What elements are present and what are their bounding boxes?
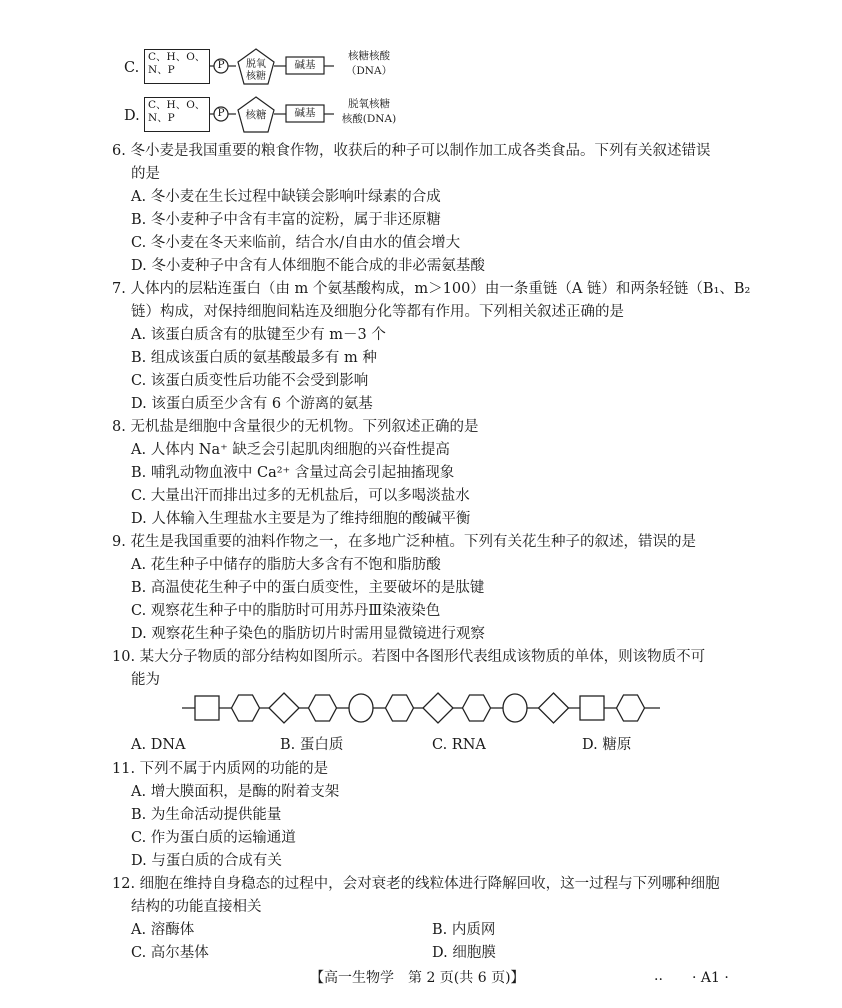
- monomer-circle: [349, 694, 373, 722]
- answer-option-c: C. 大量出汗而排出过多的无机盐后，可以多喝淡盐水: [131, 488, 470, 504]
- answer-option-c: C. RNA: [432, 737, 486, 753]
- answer-option-c: C. 该蛋白质变性后功能不会受到影响: [131, 373, 369, 389]
- question-stem: 6. 冬小麦是我国重要的粮食作物，收获后的种子可以制作加工成各类食品。下列有关叙述错误: [112, 143, 711, 159]
- sugar-label: 核糖: [245, 109, 267, 121]
- question-stem: 链）构成，对保持细胞间粘连及细胞分化等都有作用。下列相关叙述正确的是: [131, 304, 624, 320]
- answer-option-b: B. 为生命活动提供能量: [131, 807, 282, 823]
- answer-option-b: B. 组成该蛋白质的氨基酸最多有 m 种: [131, 350, 377, 366]
- result-label-2: （DNA）: [345, 65, 393, 77]
- answer-option-b: B. 内质网: [432, 922, 496, 938]
- answer-option-b: B. 蛋白质: [280, 737, 344, 753]
- answer-option-d: D. 该蛋白质至少含有 6 个游离的氨基: [131, 396, 373, 412]
- phosphate-label: P: [217, 59, 225, 71]
- answer-option-b: B. 高温使花生种子中的蛋白质变性，主要破坏的是肽键: [131, 580, 485, 596]
- answer-option-a: A. 人体内 Na⁺ 缺乏会引起肌肉细胞的兴奋性提高: [131, 442, 450, 458]
- question-stem: 10. 某大分子物质的部分结构如图所示。若图中各图形代表组成该物质的单体，则该物质不可: [112, 649, 706, 665]
- question-stem: 8. 无机盐是细胞中含量很少的无机物。下列叙述正确的是: [112, 419, 479, 435]
- page-footer-title: 【高一生物学 第 2 页(共 6 页)】: [310, 970, 525, 986]
- base-label: 碱基: [294, 59, 316, 71]
- answer-option-d: D. 观察花生种子染色的脂肪切片时需用显微镜进行观察: [131, 626, 485, 642]
- monomer-hexagon: [386, 695, 414, 721]
- monomer-diamond: [539, 693, 569, 723]
- monomer-hexagon: [617, 695, 645, 721]
- answer-option-b: B. 冬小麦种子中含有丰富的淀粉，属于非还原糖: [131, 212, 441, 228]
- question-stem: 9. 花生是我国重要的油料作物之一，在多地广泛种植。下列有关花生种子的叙述，错误的是: [112, 534, 696, 550]
- question-stem: 7. 人体内的层粘连蛋白（由 m 个氨基酸构成，m＞100）由一条重链（A 链）和两条轻链（B₁、B₂: [112, 281, 751, 297]
- answer-option-d: D. 冬小麦种子中含有人体细胞不能合成的非必需氨基酸: [131, 258, 485, 274]
- elements-box: C、H、O、N、P: [144, 97, 210, 132]
- answer-option-d: D. 细胞膜: [432, 945, 496, 961]
- answer-option-c: C. 高尔基体: [131, 945, 209, 961]
- result-label-1: 核糖核酸: [348, 50, 390, 62]
- monomer-hexagon: [463, 695, 491, 721]
- page-footer-code: · A1 ·: [692, 970, 729, 986]
- answer-option-b: B. 哺乳动物血液中 Ca²⁺ 含量过高会引起抽搐现象: [131, 465, 455, 481]
- answer-option-d: D. 与蛋白质的合成有关: [131, 853, 282, 869]
- option-letter: D.: [124, 108, 140, 124]
- answer-option-a: A. 冬小麦在生长过程中缺镁会影响叶绿素的合成: [131, 189, 441, 205]
- option-letter: C.: [124, 60, 140, 76]
- polymer-chain-diagram: [180, 688, 662, 728]
- answer-option-a: A. 花生种子中储存的脂肪大多含有不饱和脂肪酸: [131, 557, 441, 573]
- question-stem: 12. 细胞在维持自身稳态的过程中，会对衰老的线粒体进行降解回收，这一过程与下列哪种细胞: [112, 876, 720, 892]
- phosphate-label: P: [217, 107, 225, 119]
- answer-option-a: A. DNA: [131, 737, 186, 753]
- answer-option-d: D. 糖原: [582, 737, 632, 753]
- footer-dots: ..: [654, 968, 663, 984]
- monomer-square: [580, 696, 604, 720]
- answer-option-a: A. 增大膜面积，是酶的附着支架: [131, 784, 340, 800]
- answer-option-c: C. 冬小麦在冬天来临前，结合水/自由水的值会增大: [131, 235, 461, 251]
- answer-option-c: C. 观察花生种子中的脂肪时可用苏丹Ⅲ染液染色: [131, 603, 441, 619]
- elements-box: C、H、O、N、P: [144, 49, 210, 84]
- answer-option-d: D. 人体输入生理盐水主要是为了维持细胞的酸碱平衡: [131, 511, 471, 527]
- answer-option-a: A. 溶酶体: [131, 922, 195, 938]
- monomer-circle: [503, 694, 527, 722]
- monomer-diamond: [269, 693, 299, 723]
- sugar-label: 脱氧核糖: [246, 59, 266, 82]
- base-label: 碱基: [294, 107, 316, 119]
- monomer-diamond: [423, 693, 453, 723]
- question-stem: 能为: [131, 672, 160, 688]
- result-label-1: 脱氧核糖: [348, 98, 390, 110]
- monomer-hexagon: [309, 695, 337, 721]
- question-stem: 结构的功能直接相关: [131, 899, 262, 915]
- question-stem: 11. 下列不属于内质网的功能的是: [112, 761, 329, 777]
- question-stem: 的是: [131, 166, 160, 182]
- monomer-hexagon: [232, 695, 260, 721]
- answer-option-c: C. 作为蛋白质的运输通道: [131, 830, 296, 846]
- answer-option-a: A. 该蛋白质含有的肽键至少有 m－3 个: [131, 327, 386, 343]
- result-label-2: 核酸(DNA): [341, 113, 397, 125]
- monomer-square: [195, 696, 219, 720]
